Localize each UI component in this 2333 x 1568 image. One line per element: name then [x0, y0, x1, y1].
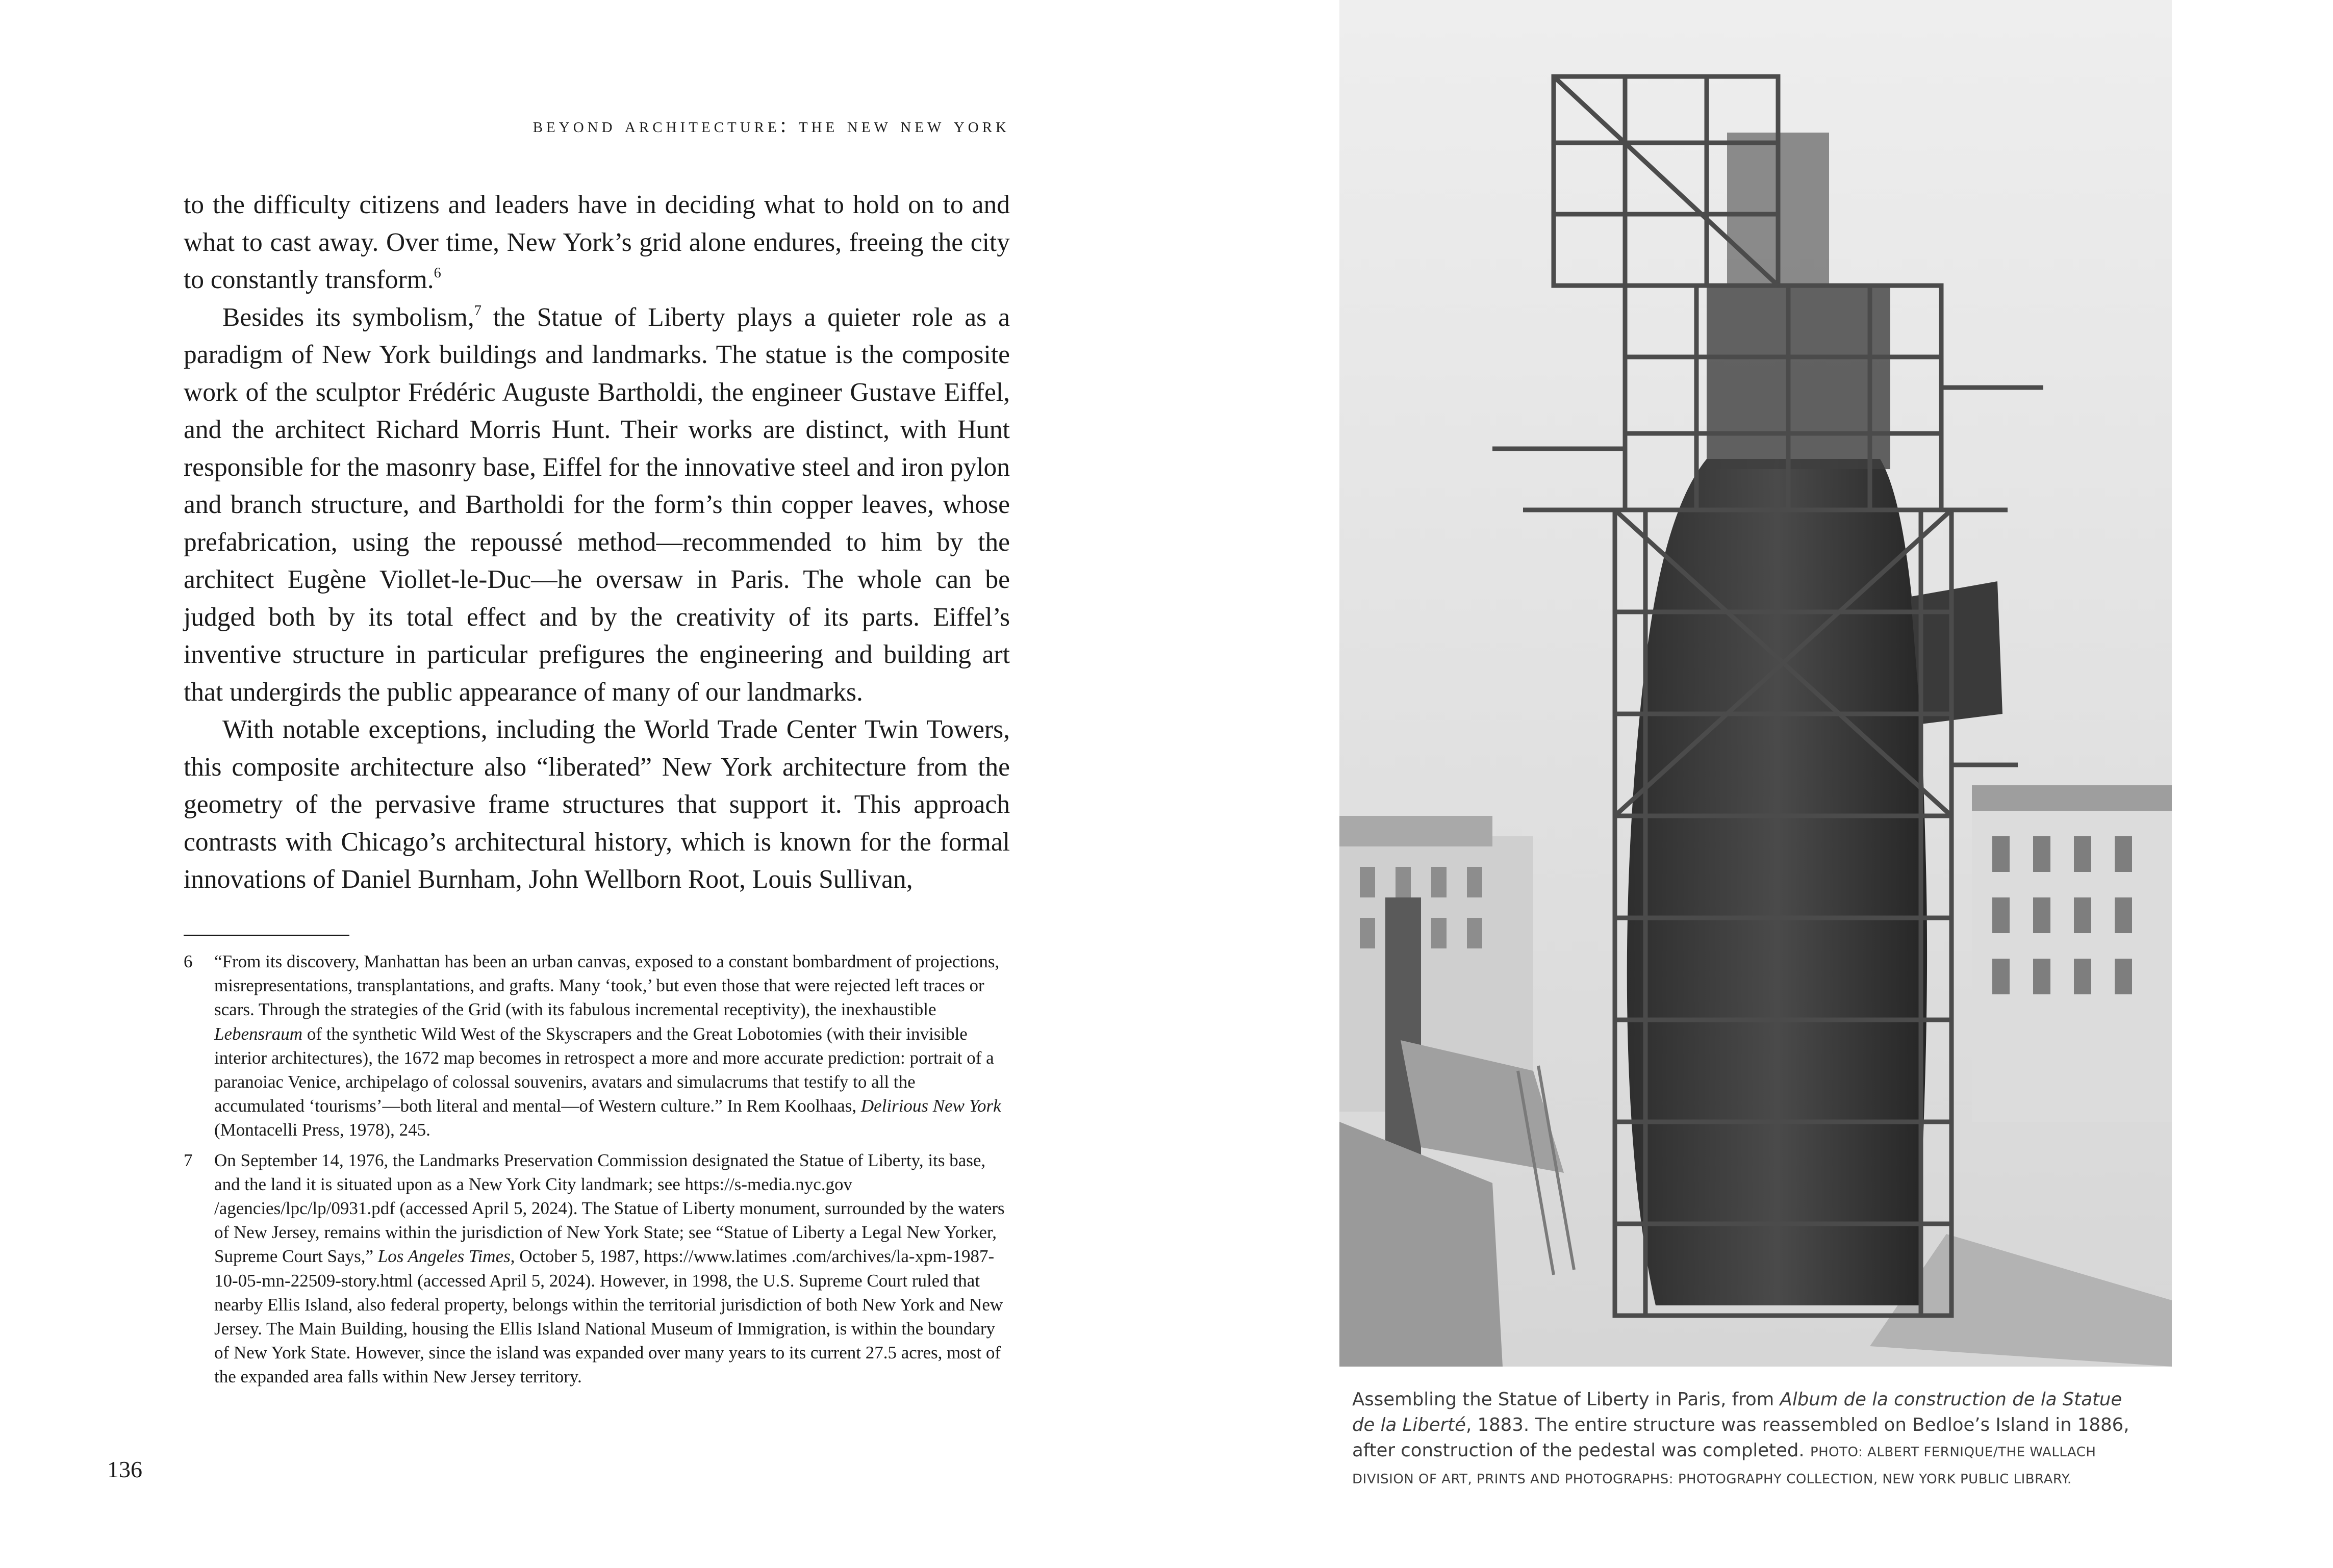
footnotes [184, 949, 1010, 1395]
statue-scaffolding-photo [1339, 0, 2172, 1367]
photo-credit: PHOTO: ALBERT FERNIQUE/THE WALLACH DIVISION OF ART, PRINTS AND PHOTOGRAPHS: PHOTOGRAPHY COLLECTION, NEW YORK PUBLIC LIBRARY. [1352, 1445, 2096, 1487]
body-paragraph-2: Besides its symbolism,$^7$ the Statue of Liberty plays a quieter role as a paradigm of New York buildings and landmarks. The statue is the composite work of the sculptor Frédéric Auguste Bartholdi, the engineer Gustave Eiffel, and the architect Richard Morris Hunt. Their works are distinct, with Hunt responsible for the masonry base, Eiffel for the innovative steel and iron pylon and branch structure, and Bartholdi for the form’s thin copper leaves, whose prefabrication, using the repoussé method—recommended to him by the architect Eugène Viollet-le-Duc—he oversaw in Paris. The whole can be judged both by its total effect and by the creativity of its parts. Eiffel’s inventive structure in particular prefigures the engineering and building art that undergirds the public appearance of many of our landmarks. [184, 302, 1010, 707]
caption-source-title: Album de la construction de la Statue de la Liberté [1352, 1389, 2122, 1435]
body-paragraph-3: With notable exceptions, including the World Trade Center Twin Towers, this composite architecture also “liberated” New York architecture from the geometry of the pervasive frame structures that support it. This approach contrasts with Chicago’s architectural history, which is known for the formal innovations of Daniel Burnham, John Wellborn Root, Louis Sullivan, [184, 715, 1010, 894]
footnote-7 [184, 1148, 1010, 1389]
footnote-ref-6[interactable]: 6 [434, 265, 441, 281]
footnote-text: “From its discovery, Manhattan has been an urban canvas, exposed to a constant bombardment of projections, misrepresentations, transplantations, and grafts. Many ‘took,’ but even those that were rejected left traces or scars. Through the strategies of the Grid (with its fabulous incremental receptivity), the inexhaustible Lebensraum of the synthetic Wild West of the Skyscrapers and the Great Lobotomies (with their invisible interior architectures), the 1672 map becomes in retrospect a more and more accurate prediction: portrait of a paranoiac Venice, archipelago of colossal souvenirs, avatars and simulacrums that testify to all the accumulated ‘tourisms’—both literal and mental—of Western culture.” In Rem Koolhaas, Delirious New York (Montacelli Press, 1978), 245. [214, 952, 1001, 1140]
figure-caption: Assembling the Statue of Liberty in Paris, from Album de la construction de la Statue de la Liberté, 1883. The entire structure was reassembled on Bedloe’s Island in 1886, after construction of the pedestal was completed. PHOTO: ALBERT FERNIQUE/THE WALLACH DIVISION OF ART, PRINTS AND PHOTOGRAPHS: PHOTOGRAPHY COLLECTION, NEW YORK PUBLIC LIBRARY. [1352, 1389, 2129, 1487]
page-number: 136 [107, 1456, 142, 1482]
footnote-rule [184, 935, 349, 936]
footnote-6 [184, 949, 1010, 1142]
running-head: beyond architecture: the new new york [532, 114, 1010, 137]
footnote-text: On September 14, 1976, the Landmarks Preservation Commission designated the Statue of Liberty, its base, and the land it is situated upon as a New York City landmark; see https://s-media.nyc.gov /agencies/lpc/lp/0931.pdf (accessed April 5, 2024). The Statue of Liberty monument, surrounded by the waters of New Jersey, remains within the jurisdiction of New York State; see “Statue of Liberty a Legal New Yorker, Supreme Court Says,” Los Angeles Times, October 5, 1987, https://www.latimes .com/archives/la-xpm-1987-10-05-mn-22509-story.html (accessed April 5, 2024). However, in 1998, the U.S. Supreme Court ruled that nearby Ellis Island, also federal property, belongs within the territorial jurisdiction of both New York and New Jersey. The Main Building, housing the Ellis Island National Museum of Immigration, is within the boundary of New York State. However, since the island was expanded over many years to its current 27.5 acres, most of the expanded area falls within New Jersey territory. [214, 1150, 1005, 1387]
body-text [184, 186, 1010, 898]
body-paragraph-1: to the difficulty citizens and leaders have in deciding what to hold on to and what to cast away. Over time, New York’s grid alone endures, freeing the city to constantly transform.$^6$ [184, 190, 1010, 294]
footnote-number: 6 [184, 952, 193, 971]
footnote-ref-7[interactable]: 7 [474, 302, 481, 319]
footnote-number: 7 [184, 1150, 193, 1170]
